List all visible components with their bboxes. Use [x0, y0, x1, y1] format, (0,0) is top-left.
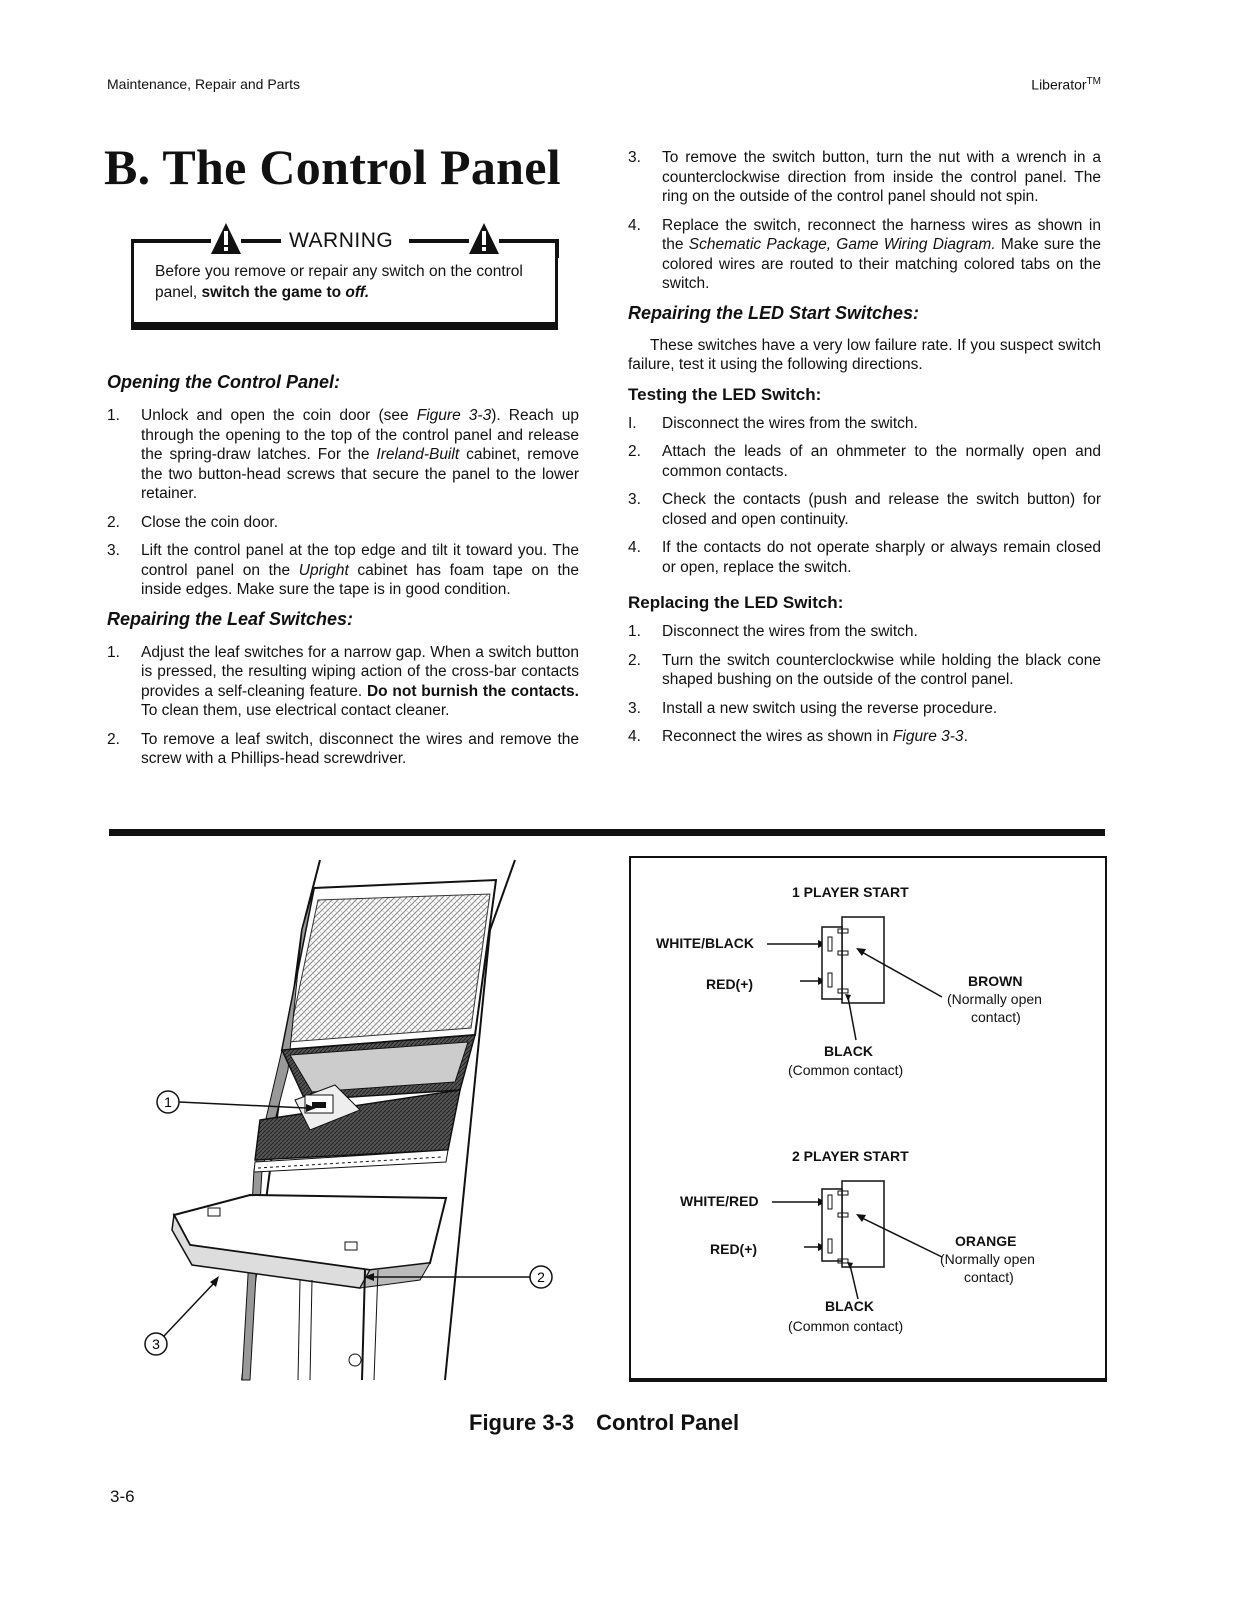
- testing-list: [628, 414, 1101, 578]
- replacing-heading: Replacing the LED Switch:: [628, 593, 844, 612]
- p1-wire-white-black: WHITE/BLACK: [656, 935, 754, 951]
- list-item: 3. Install a new switch using the reverse procedure.: [628, 699, 998, 717]
- warning-title: WARNING: [283, 229, 399, 253]
- list-item: 2. Close the coin door.: [107, 513, 279, 531]
- p2-black-note: (Common contact): [788, 1318, 904, 1334]
- p2-wire-white-red: WHITE/RED: [680, 1193, 759, 1209]
- replacing-list: [628, 622, 1101, 747]
- list-item: 1. Adjust the leaf switches for a narrow gap. When a switch button is pressed, the resulting wiping action of the cross-bar contacts provides a self-cleaning feature. Do not burnish the contacts. To clean them, use electrical contact cleaner.: [107, 643, 579, 719]
- p2-orange-label: ORANGE: [955, 1233, 1017, 1249]
- p1-switch-diagram: [760, 915, 960, 1045]
- warning-text: Before you remove or repair any switch on the control panel, switch the game to off.: [155, 263, 523, 301]
- list-item: 4. If the contacts do not operate sharply or always remain closed or open, replace the switch.: [628, 539, 1101, 576]
- p1-brown-label: BROWN: [968, 973, 1023, 989]
- opening-list: [107, 406, 579, 600]
- p1-black-label: BLACK: [824, 1043, 873, 1059]
- p2-switch-diagram: [760, 1175, 960, 1305]
- right-column: [628, 148, 1101, 756]
- list-item: 2. Turn the switch counterclockwise while holding the black cone shaped bushing on the outside of the control panel.: [628, 651, 1101, 688]
- callout-3: [145, 1276, 219, 1355]
- figure-caption: Figure 3-3 Control Panel: [469, 1410, 740, 1435]
- opening-heading: Opening the Control Panel:: [107, 372, 340, 392]
- list-item: 3. To remove the switch button, turn the nut with a wrench in a counterclockwise direction from inside the control panel. The ring on the outside of the control panel should not spin.: [628, 149, 1101, 205]
- p1-wire-red: RED(+): [706, 976, 754, 992]
- leaf-list-part1: [107, 643, 579, 769]
- p1-title: 1 PLAYER START: [792, 884, 909, 900]
- list-item: 1. Disconnect the wires from the switch.: [628, 623, 918, 640]
- svg-text:3: 3: [152, 1336, 160, 1352]
- p1-black-note: (Common contact): [788, 1062, 904, 1078]
- section-divider: [109, 829, 1105, 836]
- p1-brown-note-1: (Normally open: [947, 991, 1042, 1007]
- list-item: 3. Check the contacts (push and release the switch button) for closed and open continuity.: [628, 491, 1101, 528]
- running-header-left: Maintenance, Repair and Parts: [107, 76, 300, 92]
- callout-1: [157, 1091, 316, 1113]
- p2-orange-note-1: (Normally open: [940, 1251, 1035, 1267]
- leaf-list-part2: [628, 148, 1101, 294]
- list-item: 2. Attach the leads of an ohmmeter to the normally open and common contacts.: [628, 443, 1101, 480]
- p1-brown-note-2: contact): [971, 1009, 1021, 1025]
- list-item: 4. Replace the switch, reconnect the harness wires as shown in the Schematic Package, Game Wiring Diagram. Make sure the colored wires are routed to their matching colored tabs on the switch.: [628, 216, 1101, 292]
- p2-black-label: BLACK: [825, 1298, 874, 1314]
- leaf-heading: Repairing the Leaf Switches:: [107, 608, 354, 629]
- p2-wire-red: RED(+): [710, 1241, 758, 1257]
- warning-triangle-right-icon: [469, 223, 499, 254]
- list-item: 1. Unlock and open the coin door (see Figure 3-3). Reach up through the opening to the top of the control panel and release the spring-draw latches. For the Ireland-Built cabinet, remove the two button-head screws that secure the panel to the lower retainer.: [107, 407, 579, 502]
- running-header-right: Liberator™: [1031, 76, 1101, 93]
- list-item: 4. Reconnect the wires as shown in Figure 3-3.: [628, 728, 968, 745]
- led-intro: These switches have a very low failure rate. If you suspect switch failure, test it using the following directions.: [628, 336, 1101, 373]
- warning-triangle-left-icon: [211, 223, 241, 254]
- list-item: 3. Lift the control panel at the top edge and tilt it toward you. The control panel on the Upright cabinet has foam tape on the inside edges. Make sure the tape is in good condition.: [107, 542, 579, 598]
- section-title: B. The Control Panel: [104, 139, 561, 195]
- led-heading: Repairing the LED Start Switches:: [628, 302, 920, 323]
- opening-section: [107, 372, 579, 778]
- testing-heading: Testing the LED Switch:: [628, 384, 822, 404]
- svg-text:1: 1: [164, 1094, 172, 1110]
- list-item: I. Disconnect the wires from the switch.: [628, 414, 918, 432]
- svg-text:2: 2: [537, 1269, 545, 1285]
- page-number: 3-6: [110, 1487, 135, 1506]
- list-item: 2. To remove a leaf switch, disconnect the wires and remove the screw with a Phillips-head screwdriver.: [107, 730, 579, 767]
- p2-orange-note-2: contact): [964, 1269, 1014, 1285]
- cabinet-illustration: [130, 850, 590, 1390]
- p2-title: 2 PLAYER START: [792, 1148, 909, 1164]
